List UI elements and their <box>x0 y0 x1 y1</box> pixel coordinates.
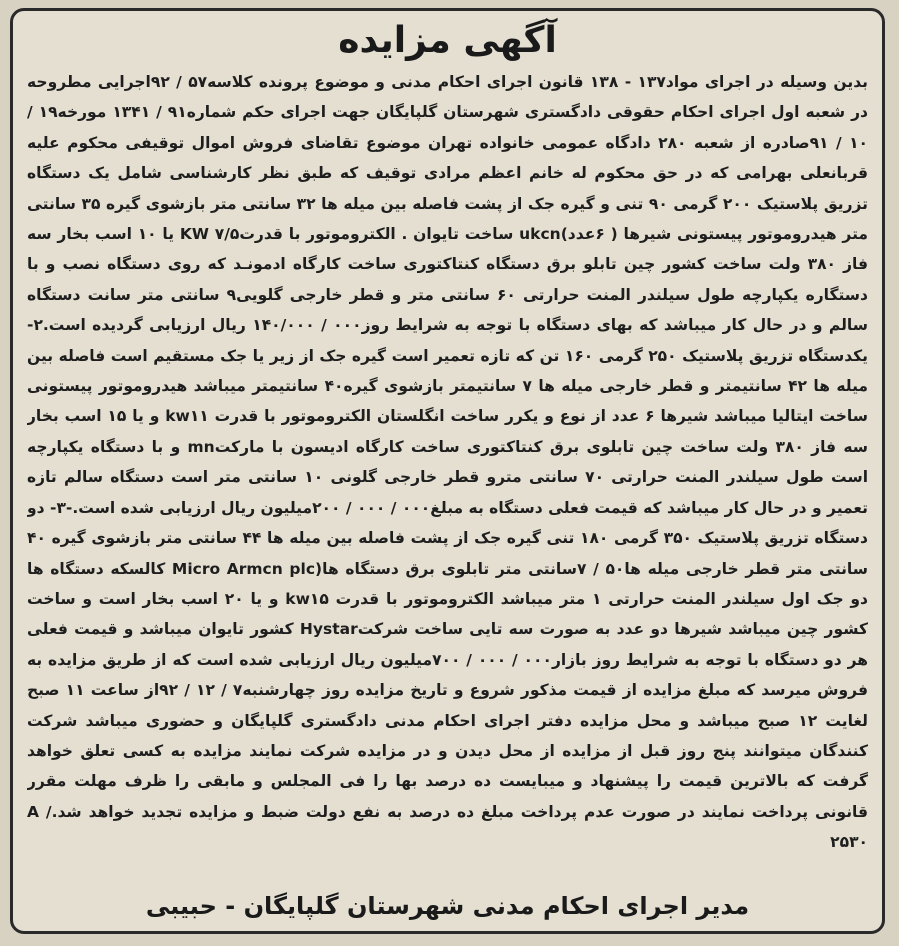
notice-title: آگهی مزایده <box>338 20 557 61</box>
notice-body: بدین وسیله در اجرای مواد۱۳۷ - ۱۳۸ قانون اجرای احکام مدنی و موضوع پرونده کلاسه۵۷ / ۹۲اجرایی مطروحه در شعبه اول اجرای احکام حقوقی دادگستری شهرستان گلپایگان جهت اجرای حکم شماره۹۱ / ۱۳۴۱ مورخه۱۹ / ۱۰ / ۹۱صادره از شعبه ۲۸۰ دادگاه عمومی خانواده تهران موضوع تقاضای فروش اموال توقیفی محکوم علیه قربانعلی بهرامی که در حق محکوم له خانم اعظم مرادی توقیف که طبق نظر کارشناسی شامل یک دستگاه تزریق پلاستیک ۲۰۰ گرمی ۹۰ تنی و گیره جک از پشت فاصله بین میله ها ۳۲ سانتی متر بازشوی گیره ۳۵ سانتی متر هیدروموتور پیستونی شیرها ( ۶عدد)ukcn ساخت تایوان . الکتروموتور با قدرتKW ۷/۵ یا ۱۰ اسب بخار سه فاز ۳۸۰ ولت ساخت کشور چین تابلو برق دستگاه کنتاکتوری ساخت کارگاه ادمونـد که روی دستگاه نصب و با دستگاره یکپارچه طول سیلندر المنت حرارتی ۶۰ سانتی متر و قطر خارجی گلویی۹ سانتی متر سانت دستگاه سالم و در حال کار میباشد که بهای دستگاه با توجه به شرایط روز۰۰۰ / ۱۴۰/۰۰۰ ریال ارزیابی گردیده است.۲- یکدستگاه تزریق پلاستیک ۲۵۰ گرمی ۱۶۰ تن که تازه تعمیر است گیره جک از زیر یا جک مستقیم است فاصله بین میله ها ۴۲ سانتیمتر و قطر خارجی میله ها ۷ سانتیمتر بازشوی گیره۴۰ سانتیمتر میباشد هیدروموتور پیستونی ساخت ایتالیا میباشد شیرها ۶ عدد از نوع و یکرر ساخت انگلستان الکتروموتور با قدرت kw۱۱ و یا ۱۵ اسب بخار سه فاز ۳۸۰ ولت ساخت چین تابلوی برق کنتاکتوری ساخت کارگاه ادیسون با مارکتmn و با دستگاه یکپارچه است طول سیلندر المنت حرارتی ۷۰ سانتی مترو قطر خارجی گلونی ۱۰ سانتی متر است دستگاه سالم تازه تعمیر و در حال کار میباشد که قیمت فعلی دستگاه به مبلغ۰۰۰ / ۰۰۰ / ۲۰۰میلیون ریال ارزیابی شده است.-۳- دو دستگاه تزریق پلاستیک ۳۵۰ گرمی ۱۸۰ تنی گیره جک از پشت فاصله بین میله ها ۴۴ سانتی متر بازشوی گیره ۴۰ سانتی متر قطر خارجی میله ها۵۰ / ۷سانتی متر تابلوی برق دستگاه ها(Micro Armcn plc کالسکه دستگاه ها دو جک اول سیلندر المنت حرارتی ۱ متر میباشد الکتروموتور با قدرت kw۱۵ و یا ۲۰ اسب بخار است و ساخت کشور چین میباشد شیرها دو عدد به صورت سه تایی ساخت شرکتHystar کشور تایوان میباشد و قیمت فعلی هر دو دستگاه با توجه به شرایط روز بازار۰۰۰ / ۰۰۰ / ۷۰۰میلیون ریال ارزیابی شده است که از طریق مزایده به فروش میرسد که مبلغ مزایده از قیمت مذکور شروع و تاریخ مزایده روز چهارشنبه۷ / ۱۲ / ۹۲از ساعت ۱۱ صبح لغایت ۱۲ صبح میباشد و محل مزایده دفتر اجرای احکام مدنی دادگستری گلپایگان و حضوری میباشد شرکت کنندگان میتوانند پنج روز قبل از مزایده از محل دیدن و در مزایده شرکت نمایند مزایده به کسی تعلق خواهد گرفت که بالاترین قیمت را پیشنهاد و میبایست ده درصد بها را فی المجلس و مابقی را ظرف مهلت مقرر قانونی پرداخت نمایند در صورت عدم پرداخت مبلغ ده درصد به نفع دولت ضبط و مزایده تجدید خواهد شد.A /۲۵۳۰ <box>27 73 868 852</box>
notice-frame <box>10 8 885 934</box>
notice-signature: مدیر اجرای احکام مدنی شهرستان گلپایگان - حبیبی <box>145 892 750 920</box>
